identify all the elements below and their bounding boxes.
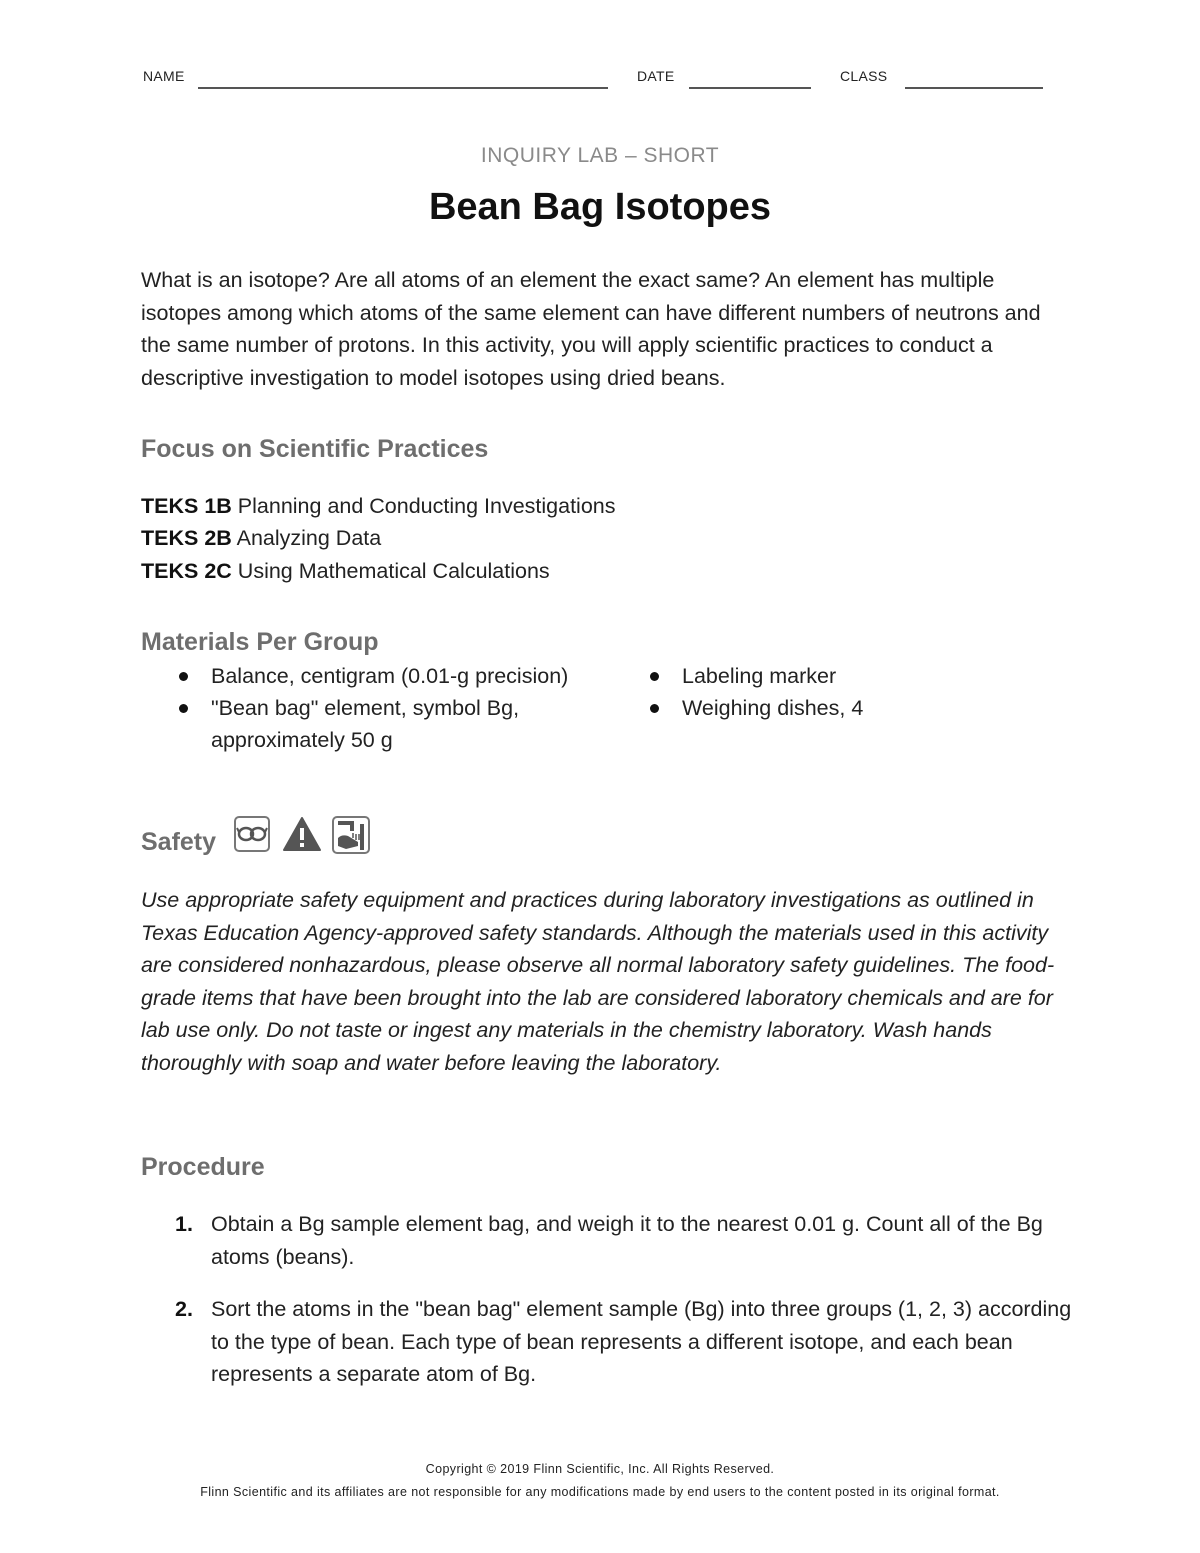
step-number: 1.: [175, 1212, 193, 1236]
list-item: Weighing dishes, 4: [612, 692, 1042, 724]
date-field[interactable]: [689, 87, 811, 89]
teks-code: TEKS 1B: [141, 494, 232, 518]
page-title: Bean Bag Isotopes: [428, 186, 772, 228]
list-item: Balance, centigram (0.01-g precision): [141, 660, 571, 692]
list-item: Labeling marker: [612, 660, 1042, 692]
list-item: "Bean bag" element, symbol Bg, approximately 50 g: [141, 692, 571, 756]
step-text: Obtain a Bg sample element bag, and weigh it to the nearest 0.01 g. Count all of the Bg atoms (beans).: [211, 1212, 1043, 1269]
class-label: CLASS: [840, 68, 888, 84]
teks-item: [141, 555, 550, 588]
name-label: NAME: [143, 68, 185, 84]
teks-text: Planning and Conducting Investigations: [231, 494, 616, 518]
hand-wash-icon: [332, 816, 370, 859]
safety-heading: Safety: [141, 828, 217, 856]
teks-text: Analyzing Data: [231, 526, 382, 550]
intro-paragraph: What is an isotope? Are all atoms of an element the exact same? An element has multiple isotopes among which atoms of the same element can have different numbers of neutrons and the same number of protons. In this activity, you will apply scientific practices to conduct a descriptive investigation to model isotopes using dried beans.: [141, 268, 1041, 390]
disclaimer-footer: Flinn Scientific and its affiliates are not responsible for any modifications made by end users to the content posted in its original format.: [200, 1485, 1000, 1499]
procedure-list: [141, 1208, 1081, 1411]
procedure-heading: Procedure: [141, 1153, 265, 1181]
procedure-step: [141, 1208, 1081, 1273]
name-field[interactable]: [198, 87, 608, 89]
materials-heading: Materials Per Group: [141, 628, 379, 656]
procedure-step: [141, 1293, 1081, 1391]
teks-code: TEKS 2C: [141, 559, 232, 583]
teks-item: [141, 522, 381, 555]
date-label: DATE: [637, 68, 675, 84]
focus-heading: Focus on Scientific Practices: [141, 435, 489, 463]
class-field[interactable]: [905, 87, 1043, 89]
step-text: Sort the atoms in the "bean bag" element sample (Bg) into three groups (1, 2, 3) according to the type of bean. Each type of bean represents a different isotope, and each bean represents a separate atom of Bg.: [211, 1297, 1072, 1386]
copyright-footer: Copyright © 2019 Flinn Scientific, Inc. All Rights Reserved.: [425, 1462, 775, 1476]
safety-paragraph: Use appropriate safety equipment and practices during laboratory investigations as outlined in Texas Education Agency-approved safety standards. Although the materials used in this activity are considered nonhazardous, please observe all normal laboratory safety guidelines. The food-grade items that have been brought into the lab are considered laboratory chemicals and are for lab use only. Do not taste or ingest any materials in the chemistry laboratory. Wash hands thoroughly with soap and water before leaving the laboratory.: [141, 888, 1055, 1075]
materials-list-right: [612, 660, 1042, 724]
lab-type-kicker: INQUIRY LAB – SHORT: [480, 144, 720, 167]
goggles-icon: [234, 816, 270, 857]
warning-icon: [282, 816, 322, 857]
materials-list-left: [141, 660, 571, 756]
teks-code: TEKS 2B: [141, 526, 232, 550]
teks-text: Using Mathematical Calculations: [231, 559, 550, 583]
step-number: 2.: [175, 1297, 193, 1321]
teks-item: [141, 490, 616, 523]
